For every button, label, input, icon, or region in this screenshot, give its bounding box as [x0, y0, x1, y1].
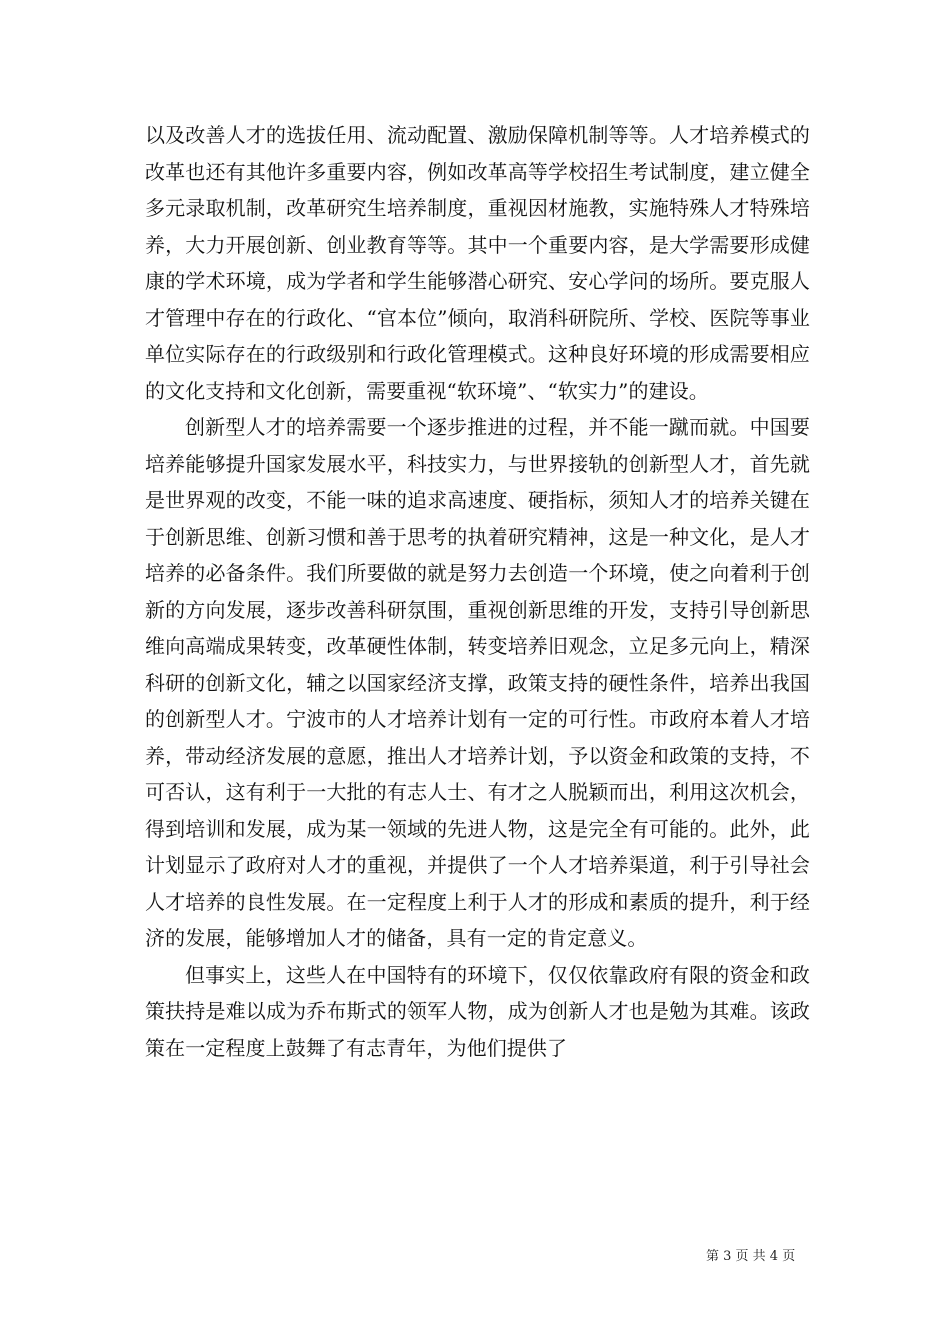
paragraph-3: 但事实上，这些人在中国特有的环境下，仅仅依靠政府有限的资金和政策扶持是难以成为乔布斯式的领军人物，成为创新人才也是勉为其难。该政策在一定程度上鼓舞了有志青年，为他们提供了: [145, 962, 810, 1060]
document-body: [145, 117, 810, 1066]
paragraph-1: 以及改善人才的选拔任用、流动配置、激励保障机制等等。人才培养模式的改革也还有其他许多重要内容，例如改革高等学校招生考试制度，建立健全多元录取机制，改革研究生培养制度，重视因材施教，实施特殊人才特殊培养，大力开展创新、创业教育等等。其中一个重要内容，是大学需要形成健康的学术环境，成为学者和学生能够潜心研究、安心学问的场所。要克服人才管理中存在的行政化、“官本位”倾向，取消科研院所、学校、医院等事业单位实际存在的行政级别和行政化管理模式。这种良好环境的形成需要相应的文化支持和文化创新，需要重视“软环境”、“软实力”的建设。: [145, 123, 810, 403]
page-number-footer: 第 3 页 共 4 页: [706, 1249, 796, 1264]
paragraph-2: 创新型人才的培养需要一个逐步推进的过程，并不能一蹴而就。中国要培养能够提升国家发展水平，科技实力，与世界接轨的创新型人才，首先就是世界观的改变，不能一味的追求高速度、硬指标，须知人才的培养关键在于创新思维、创新习惯和善于思考的执着研究精神，这是一种文化，是人才培养的必备条件。我们所要做的就是努力去创造一个环境，使之向着利于创新的方向发展，逐步改善科研氛围，重视创新思维的开发，支持引导创新思维向高端成果转变，改革硬性体制，转变培养旧观念，立足多元向上，精深科研的创新文化，辅之以国家经济支撑，政策支持的硬性条件，培养出我国的创新型人才。宁波市的人才培养计划有一定的可行性。市政府本着人才培养，带动经济发展的意愿，推出人才培养计划，予以资金和政策的支持，不可否认，这有利于一大批的有志人士、有才之人脱颖而出，利用这次机会，得到培训和发展，成为某一领域的先进人物，这是完全有可能的。此外，此计划显示了政府对人才的重视，并提供了一个人才培养渠道，利于引导社会人才培养的良性发展。在一定程度上利于人才的形成和素质的提升，利于经济的发展，能够增加人才的储备，具有一定的肯定意义。: [145, 415, 810, 950]
